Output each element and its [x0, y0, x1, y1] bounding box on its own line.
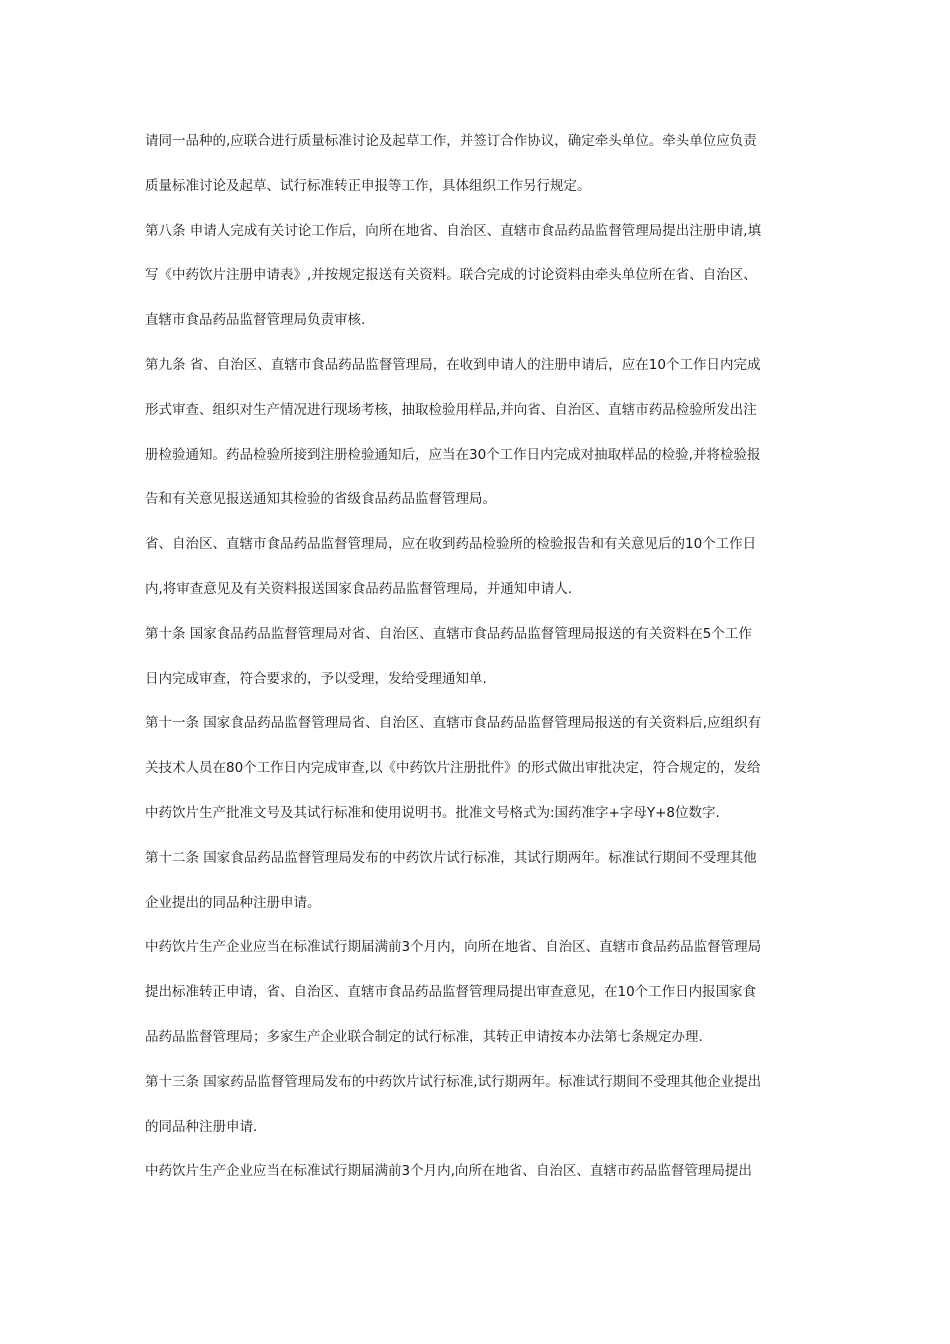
text-line: 册检验通知。药品检验所接到注册检验通知后，应当在30个工作日内完成对抽取样品的检验,并将检验报 — [145, 446, 761, 463]
text-line: 的同品种注册申请. — [145, 1118, 258, 1135]
text-line: 第十一条 国家食品药品监督管理局省、自治区、直辖市食品药品监督管理局报送的有关资料后,应组织有 — [145, 715, 762, 732]
text-line: 省、自治区、直辖市食品药品监督管理局，应在收到药品检验所的检验报告和有关意见后的10个工作日 — [145, 536, 757, 553]
text-line: 提出标准转正申请，省、自治区、直辖市食品药品监督管理局提出审查意见，在10个工作日内报国家食 — [145, 984, 757, 1001]
text-line: 第九条 省、自治区、直辖市食品药品监督管理局，在收到申请人的注册申请后，应在10个工作日内完成 — [145, 356, 761, 373]
text-line: 告和有关意见报送通知其检验的省级食品药品监督管理局。 — [145, 491, 496, 508]
text-line: 质量标准讨论及起草、试行标准转正申报等工作，具体组织工作另行规定。 — [145, 177, 591, 194]
text-line: 第八条 申请人完成有关讨论工作后，向所在地省、自治区、直辖市食品药品监督管理局提出注册申请,填 — [145, 222, 762, 239]
text-line: 第十二条 国家食品药品监督管理局发布的中药饮片试行标准，其试行期两年。标准试行期间不受理其他 — [145, 849, 757, 866]
text-line: 形式审查、组织对生产情况进行现场考核，抽取检验用样品,并向省、自治区、直辖市药品检验所发出注 — [145, 401, 757, 418]
text-line: 内,将审查意见及有关资料报送国家食品药品监督管理局，并通知申请人. — [145, 580, 573, 597]
text-line: 请同一品种的,应联合进行质量标准讨论及起草工作，并签订合作协议，确定牵头单位。牵头单位应负责 — [145, 133, 757, 149]
text-line: 日内完成审查，符合要求的，予以受理，发给受理通知单. — [145, 670, 487, 687]
text-line: 中药饮片生产企业应当在标准试行期届满前3个月内,向所在地省、自治区、直辖市药品监督管理局提出 — [145, 1163, 752, 1180]
text-line: 直辖市食品药品监督管理局负责审核. — [145, 312, 366, 329]
text-line: 写《中药饮片注册申请表》,并按规定报送有关资料。联合完成的讨论资料由牵头单位所在省、自治区、 — [145, 267, 757, 284]
text-line: 中药饮片生产批准文号及其试行标准和使用说明书。批准文号格式为:国药准字+字母Y+8位数字. — [145, 804, 720, 821]
text-line: 第十条 国家食品药品监督管理局对省、自治区、直辖市食品药品监督管理局报送的有关资料在5个工作 — [145, 625, 752, 642]
text-line: 中药饮片生产企业应当在标准试行期届满前3个月内，向所在地省、自治区、直辖市食品药品监督管理局 — [145, 939, 762, 956]
text-line: 第十三条 国家药品监督管理局发布的中药饮片试行标准,试行期两年。标准试行期间不受理其他企业提出 — [145, 1073, 762, 1090]
text-line: 关技术人员在80个工作日内完成审查,以《中药饮片注册批件》的形式做出审批决定，符合规定的，发给 — [145, 760, 761, 777]
text-line: 企业提出的同品种注册申请。 — [145, 894, 321, 911]
document-body — [145, 119, 815, 1194]
text-line: 品药品监督管理局；多家生产企业联合制定的试行标准，其转正申请按本办法第七条规定办理. — [145, 1028, 703, 1045]
